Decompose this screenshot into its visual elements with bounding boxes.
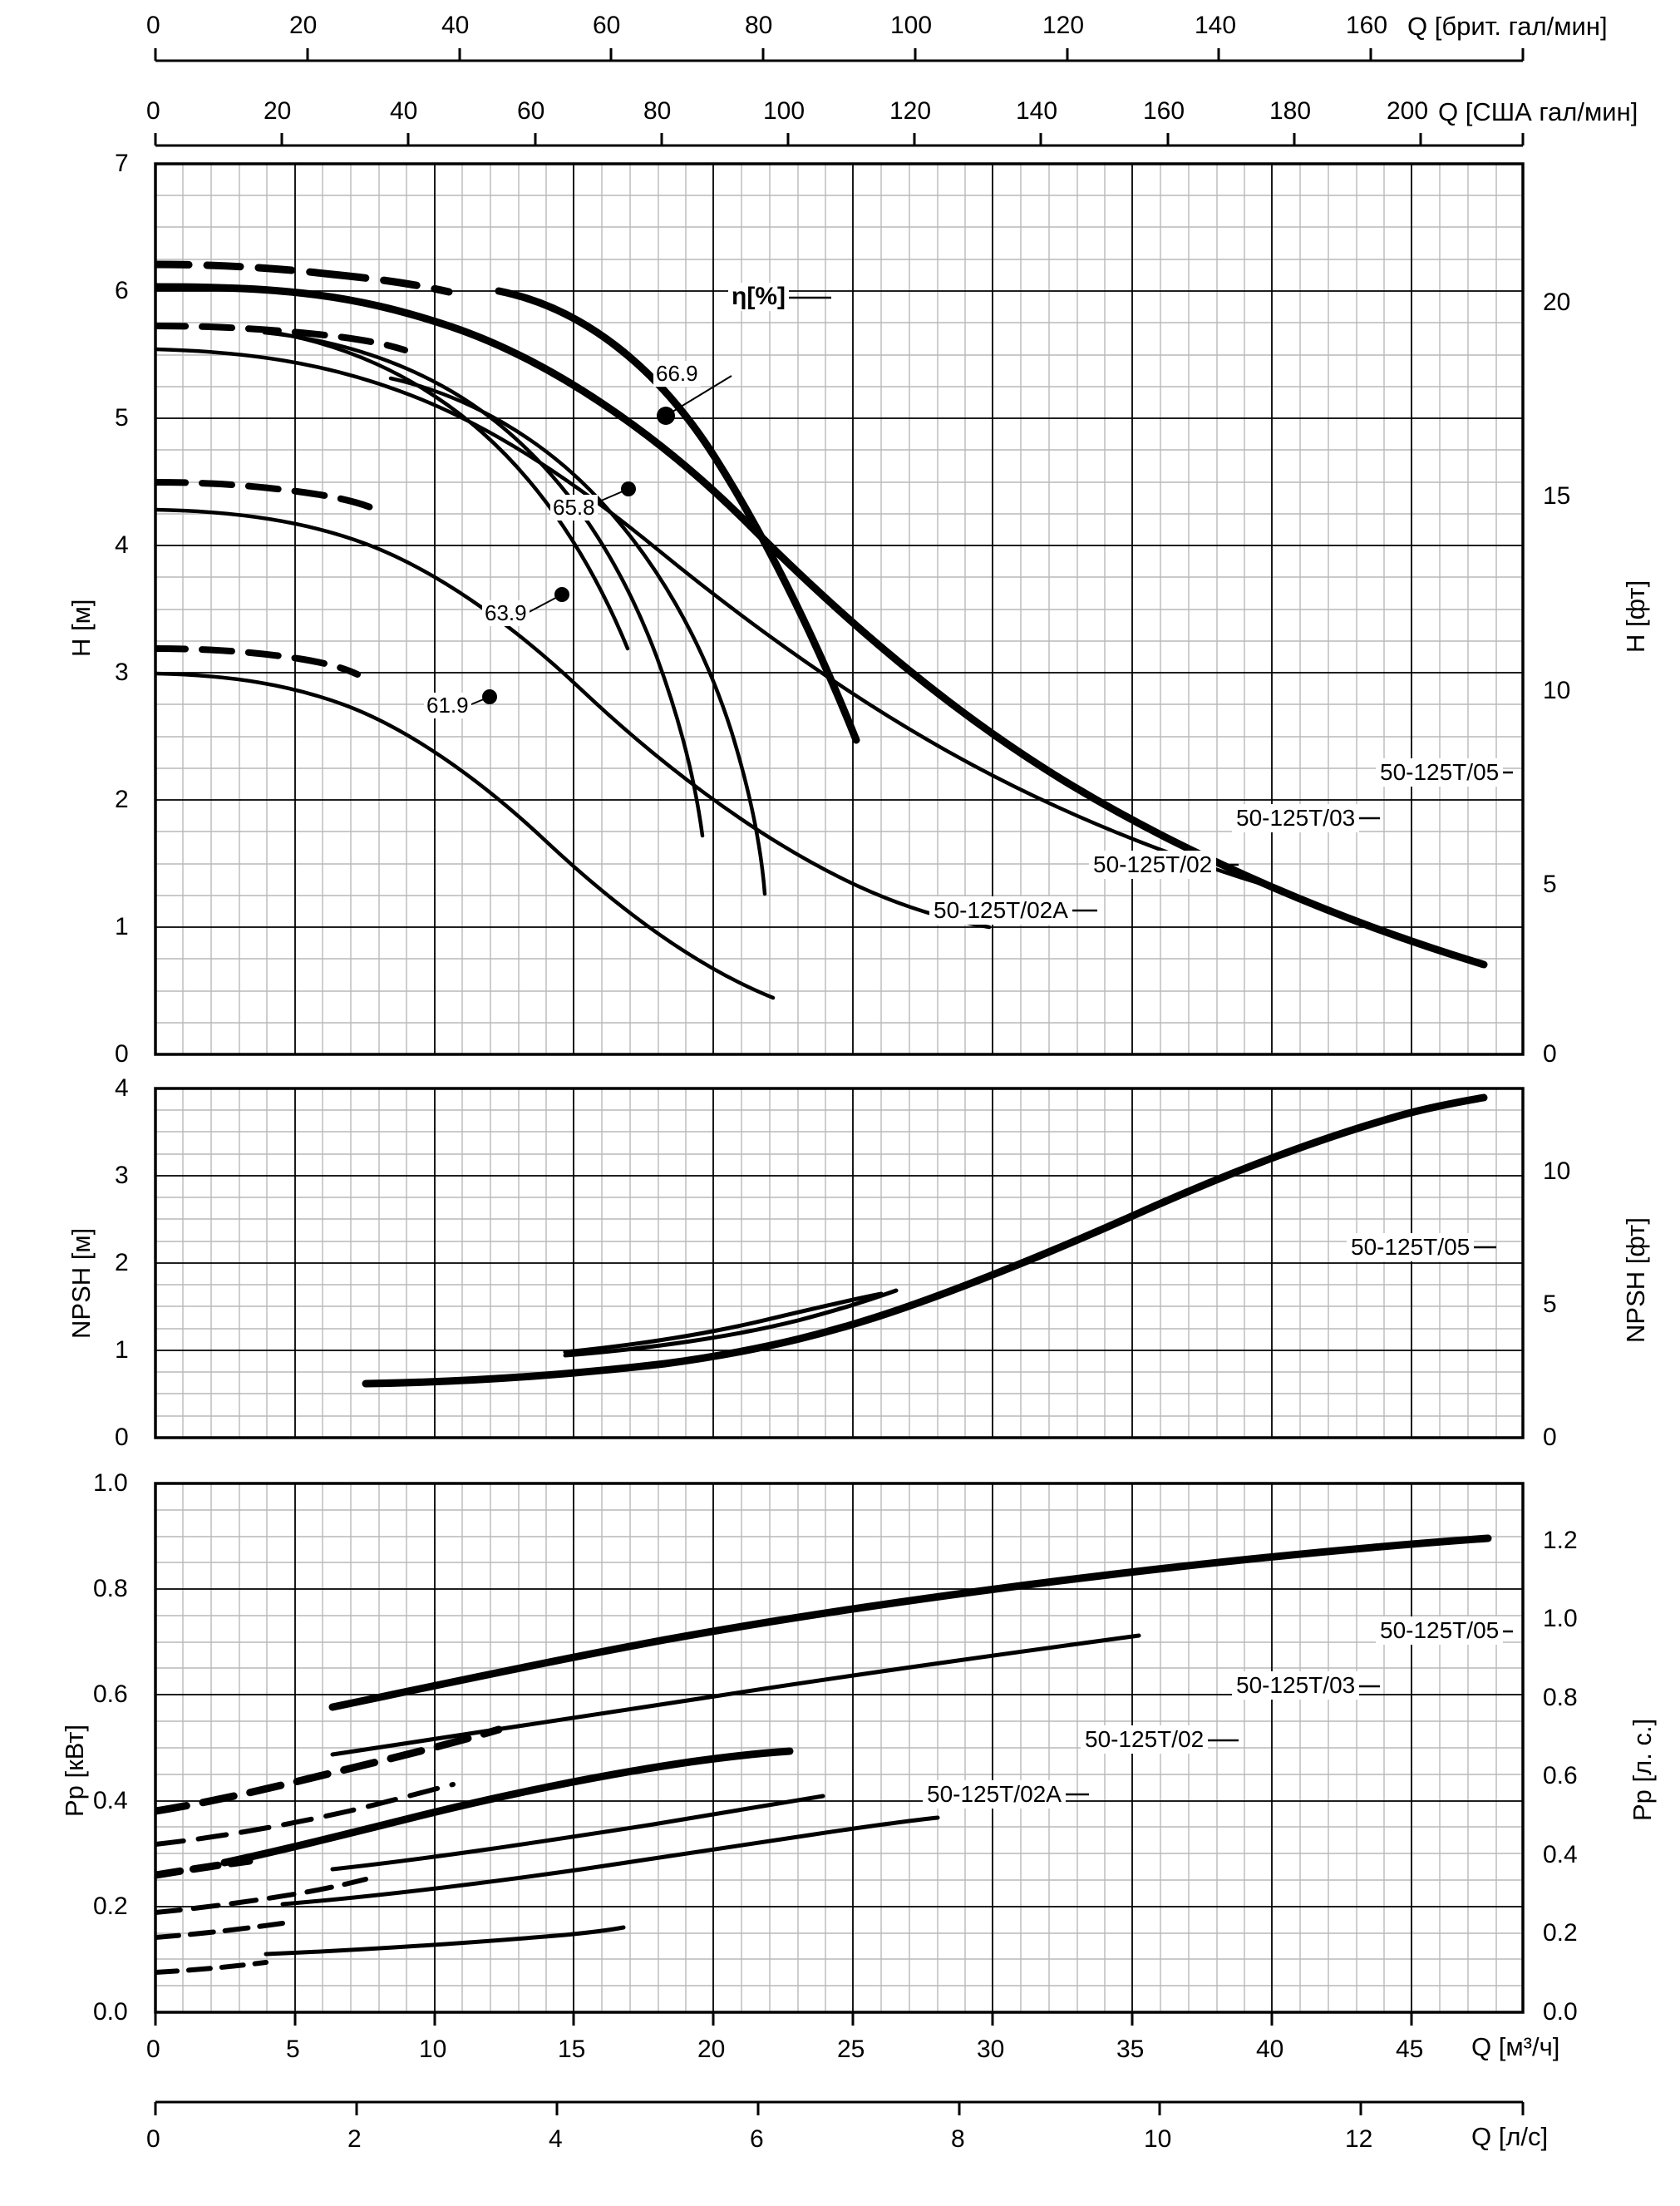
top-axis-2 (155, 133, 1523, 146)
head-ytick-left: 3 (115, 659, 129, 686)
head-curves (155, 200, 1484, 998)
bottom-axis2-tick: 10 (1144, 2125, 1172, 2153)
power-ylabel-left: Pp [кВт] (60, 1724, 89, 1817)
power-curve-label-02: 50-125T/02 (1081, 1725, 1208, 1754)
head-curve-label-02A: 50-125T/02A (929, 896, 1072, 925)
duty-point-label: 61.9 (424, 693, 471, 718)
top-axis2-tick: 60 (517, 97, 545, 125)
top-axis2-tick: 120 (889, 97, 932, 125)
npsh-ytick-left: 0 (115, 1424, 129, 1451)
bottom-axis1-tick: 40 (1256, 2036, 1284, 2063)
bottom-axis1-tick: 30 (977, 2036, 1005, 2063)
npsh-ylabel-right: NPSH [фт] (1621, 1217, 1650, 1343)
npsh-ytick-right: 10 (1543, 1157, 1571, 1185)
power-ytick-left: 0.6 (93, 1680, 128, 1708)
duty-point-label: 65.8 (550, 495, 598, 521)
top-axis1-tick: 0 (146, 12, 160, 39)
head-ytick-right: 10 (1543, 677, 1571, 704)
top-axis2-tick: 0 (146, 97, 160, 125)
head-ytick-left: 6 (115, 277, 129, 304)
bottom-axis2-tick: 0 (146, 2125, 160, 2153)
top-axis2-title: Q [США гал/мин] (1438, 97, 1638, 126)
top-axis1-tick: 140 (1195, 12, 1237, 39)
top-axis2-tick: 40 (390, 97, 418, 125)
power-ytick-right: 1.2 (1543, 1527, 1578, 1554)
power-ytick-left: 1.0 (93, 1469, 128, 1497)
npsh-ytick-right: 0 (1543, 1424, 1557, 1451)
head-ylabel-left: H [м] (67, 599, 96, 657)
top-axis1-tick: 100 (890, 12, 933, 39)
bottom-axis2-tick: 6 (750, 2125, 764, 2153)
efficiency-label: η[%] (728, 283, 789, 311)
npsh-curve-label-05: 50-125T/05 (1347, 1233, 1474, 1261)
power-ytick-right: 0.8 (1543, 1684, 1578, 1711)
duty-point-label: 66.9 (653, 361, 701, 387)
head-ytick-left: 2 (115, 786, 129, 813)
npsh-ylabel-left: NPSH [м] (67, 1227, 96, 1339)
npsh-ytick-left: 3 (115, 1162, 129, 1189)
head-curve-label-02: 50-125T/02 (1089, 851, 1216, 879)
top-axis1-tick: 80 (745, 12, 773, 39)
top-axis2-tick: 80 (643, 97, 672, 125)
bottom-axis1-tick: 5 (286, 2036, 300, 2063)
bottom-axis1-tick: 45 (1396, 2036, 1424, 2063)
bottom-axis2-tick: 12 (1345, 2125, 1373, 2153)
top-axis2-tick: 160 (1143, 97, 1185, 125)
bottom-axis-1 (155, 2012, 1523, 2026)
head-ytick-left: 7 (115, 150, 129, 177)
head-ytick-left: 1 (115, 913, 129, 940)
bottom-axis2-tick: 8 (951, 2125, 965, 2153)
head-ylabel-right: H [фт] (1621, 580, 1650, 653)
power-ytick-left: 0.2 (93, 1893, 128, 1920)
head-ytick-left: 0 (115, 1040, 129, 1068)
top-axis-1 (155, 48, 1523, 61)
bottom-axis2-tick: 4 (549, 2125, 563, 2153)
bottom-axis1-title: Q [м³/ч] (1471, 2032, 1560, 2061)
power-ylabel-right: Pp [л. с.] (1628, 1718, 1657, 1821)
power-panel-grid (155, 1483, 1523, 2012)
npsh-ytick-left: 2 (115, 1249, 129, 1276)
top-axis2-tick: 100 (763, 97, 806, 125)
power-curve-label-03: 50-125T/03 (1232, 1671, 1359, 1700)
power-ytick-left: 0.0 (93, 1998, 128, 2026)
bottom-axis-2 (155, 2102, 1523, 2115)
top-axis1-tick: 120 (1042, 12, 1085, 39)
npsh-ytick-left: 1 (115, 1336, 129, 1364)
head-curve-label-05: 50-125T/05 (1376, 758, 1503, 787)
top-axis2-tick: 140 (1016, 97, 1058, 125)
bottom-axis1-tick: 0 (146, 2036, 160, 2063)
top-axis2-tick: 200 (1387, 97, 1429, 125)
power-ytick-right: 0.6 (1543, 1762, 1578, 1789)
bottom-axis1-tick: 10 (419, 2036, 447, 2063)
power-ytick-right: 0.0 (1543, 1998, 1578, 2026)
top-axis1-tick: 60 (593, 12, 621, 39)
power-ytick-right: 0.4 (1543, 1841, 1578, 1868)
top-axis2-tick: 180 (1269, 97, 1312, 125)
head-ytick-right: 15 (1543, 482, 1571, 510)
bottom-axis1-tick: 25 (837, 2036, 865, 2063)
npsh-curves (366, 1098, 1484, 1384)
top-axis1-tick: 40 (441, 12, 470, 39)
head-ytick-left: 4 (115, 531, 129, 559)
power-curve-label-05: 50-125T/05 (1376, 1616, 1503, 1645)
power-ytick-left: 0.4 (93, 1787, 128, 1814)
top-axis1-tick: 160 (1346, 12, 1388, 39)
bottom-axis2-tick: 2 (347, 2125, 362, 2153)
power-ytick-right: 0.2 (1543, 1919, 1578, 1947)
power-label-leaders (935, 1631, 1513, 1794)
power-curve-label-02A: 50-125T/02A (923, 1780, 1066, 1809)
top-axis1-tick: 20 (289, 12, 318, 39)
head-curve-label-03: 50-125T/03 (1232, 804, 1359, 832)
npsh-ytick-right: 5 (1543, 1291, 1557, 1318)
npsh-ytick-left: 4 (115, 1074, 129, 1102)
duty-point-label: 63.9 (482, 600, 530, 626)
head-ytick-right: 0 (1543, 1040, 1557, 1068)
head-ytick-right: 20 (1543, 289, 1571, 316)
head-ytick-right: 5 (1543, 871, 1557, 898)
power-ytick-right: 1.0 (1543, 1605, 1578, 1632)
head-ytick-left: 5 (115, 404, 129, 432)
bottom-axis1-tick: 20 (697, 2036, 726, 2063)
top-axis2-tick: 20 (264, 97, 292, 125)
bottom-axis1-tick: 35 (1116, 2036, 1145, 2063)
bottom-axis2-title: Q [л/с] (1471, 2122, 1549, 2151)
bottom-axis1-tick: 15 (558, 2036, 586, 2063)
top-axis1-title: Q [брит. гал/мин] (1407, 12, 1608, 41)
power-ytick-left: 0.8 (93, 1575, 128, 1602)
